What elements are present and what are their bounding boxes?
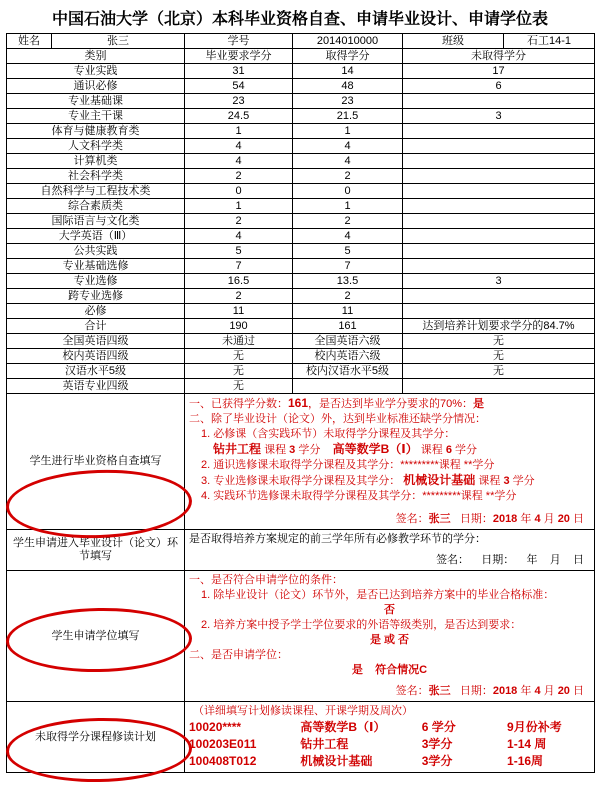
exam-left-label: 校内英语四级 bbox=[7, 349, 185, 364]
req: 2 bbox=[185, 289, 293, 304]
line1-mid: ，是否达到毕业学分要求的70%： bbox=[308, 398, 474, 410]
mis: 3 bbox=[403, 274, 595, 289]
date-d: 日 bbox=[573, 554, 584, 566]
plan-course: 高等数学B（Ⅰ） bbox=[300, 720, 386, 734]
plan-credit: 3学分 bbox=[421, 737, 453, 751]
applydegree-ans3[interactable] bbox=[189, 663, 590, 678]
mis bbox=[403, 289, 595, 304]
course1-unit: 学分 bbox=[298, 444, 321, 456]
exam-right-label: 校内汉语水平5级 bbox=[293, 364, 403, 379]
applydegree-line1-1: 1. 除毕业设计（论文）环节外，是否已达到培养方案中的毕业合格标准： bbox=[201, 589, 555, 601]
req: 7 bbox=[185, 259, 293, 274]
selfcheck-signature-line bbox=[189, 512, 590, 527]
req: 31 bbox=[185, 64, 293, 79]
date-y: 年 bbox=[520, 513, 532, 525]
obt: 0 bbox=[293, 184, 403, 199]
cat: 计算机类 bbox=[7, 154, 185, 169]
req: 5 bbox=[185, 244, 293, 259]
applydesign-signature-line bbox=[189, 553, 590, 568]
sign-label: 签名： bbox=[395, 685, 429, 697]
plan-term: 9月份补考 bbox=[507, 720, 562, 734]
obt: 161 bbox=[293, 319, 403, 334]
mis bbox=[403, 304, 595, 319]
ans3: 是 bbox=[351, 664, 363, 676]
line1-ans: 是 bbox=[473, 398, 485, 410]
mis: 达到培养计划要求学分的84.7% bbox=[403, 319, 595, 334]
mis bbox=[403, 214, 595, 229]
date-y: 年 bbox=[520, 685, 532, 697]
exam-right-value[interactable] bbox=[403, 379, 595, 394]
exam-left-label: 英语专业四级 bbox=[7, 379, 185, 394]
mis bbox=[403, 199, 595, 214]
exam-right-value[interactable]: 无 bbox=[403, 349, 595, 364]
course2-name: 高等数学B（Ⅰ） bbox=[332, 442, 418, 456]
course2-unit: 学分 bbox=[455, 444, 478, 456]
date-day[interactable]: 20 bbox=[557, 685, 570, 697]
req: 16.5 bbox=[185, 274, 293, 289]
exam-row bbox=[7, 364, 595, 379]
cat: 大学英语（Ⅲ） bbox=[7, 229, 185, 244]
date-label: 日期： bbox=[459, 513, 493, 525]
course3-credit: 3 bbox=[503, 475, 510, 487]
exam-left-value[interactable]: 无 bbox=[185, 364, 293, 379]
section-apply-design bbox=[7, 530, 595, 571]
selfcheck-courses-required bbox=[189, 442, 590, 458]
cat: 专业主干课 bbox=[7, 109, 185, 124]
applydesign-row-label: 学生申请进入毕业设计（论文）环节填写 bbox=[7, 530, 185, 571]
cat: 通识必修 bbox=[7, 79, 185, 94]
header-category: 类别 bbox=[7, 49, 185, 64]
cat: 必修 bbox=[7, 304, 185, 319]
date-d: 日 bbox=[573, 685, 584, 697]
exam-left-value[interactable]: 未通过 bbox=[185, 334, 293, 349]
selfcheck-content bbox=[185, 394, 595, 530]
date-day[interactable]: 20 bbox=[557, 513, 570, 525]
table-row bbox=[7, 274, 595, 289]
plan-row bbox=[189, 753, 590, 770]
req: 1 bbox=[185, 124, 293, 139]
date-m: 月 bbox=[543, 513, 555, 525]
line2-3-text: 3. 专业选修课未取得学分课程及其学分： bbox=[201, 475, 401, 487]
cat: 跨专业选修 bbox=[7, 289, 185, 304]
exam-left-value[interactable]: 无 bbox=[185, 349, 293, 364]
req: 24.5 bbox=[185, 109, 293, 124]
plan-credit: 6 学分 bbox=[421, 720, 456, 734]
sign-value[interactable]: 张三 bbox=[428, 685, 451, 697]
applydegree-ans2[interactable]: 是 或 否 bbox=[369, 634, 410, 646]
section-plan bbox=[7, 702, 595, 773]
exam-row bbox=[7, 379, 595, 394]
selfcheck-line2-2: 2. 通识选修课未取得学分课程及其学分：*********课程 **学分 bbox=[201, 459, 495, 471]
obt: 4 bbox=[293, 139, 403, 154]
page-title: 中国石油大学（北京）本科毕业资格自查、申请毕业设计、申请学位表 bbox=[51, 9, 548, 28]
plan-term: 1-16周 bbox=[507, 754, 544, 768]
plan-code: 10020**** bbox=[189, 720, 242, 734]
course1-credit: 3 bbox=[289, 444, 296, 456]
obt: 4 bbox=[293, 154, 403, 169]
exam-row bbox=[7, 349, 595, 364]
cat: 人文科学类 bbox=[7, 139, 185, 154]
exam-row bbox=[7, 334, 595, 349]
table-row bbox=[7, 109, 595, 124]
req: 4 bbox=[185, 154, 293, 169]
mis bbox=[403, 139, 595, 154]
course2-mid: 课程 bbox=[420, 444, 443, 456]
header-missing: 未取得学分 bbox=[403, 49, 595, 64]
obt: 23 bbox=[293, 94, 403, 109]
table-row bbox=[7, 94, 595, 109]
line1-pre: 一、已获得学分数： bbox=[189, 398, 288, 410]
applydegree-ans1[interactable]: 否 bbox=[384, 604, 395, 616]
table-row bbox=[7, 169, 595, 184]
obt: 5 bbox=[293, 244, 403, 259]
obt: 1 bbox=[293, 124, 403, 139]
exam-left-label: 汉语水平5级 bbox=[7, 364, 185, 379]
date-y: 年 bbox=[526, 554, 538, 566]
table-row bbox=[7, 139, 595, 154]
date-m: 月 bbox=[549, 554, 561, 566]
applydegree-content bbox=[185, 571, 595, 702]
plan-course: 钻井工程 bbox=[300, 737, 349, 751]
exam-right-value[interactable]: 无 bbox=[403, 364, 595, 379]
applydegree-signature-line bbox=[189, 684, 590, 699]
cat: 合计 bbox=[7, 319, 185, 334]
req: 54 bbox=[185, 79, 293, 94]
obt: 13.5 bbox=[293, 274, 403, 289]
table-row bbox=[7, 199, 595, 214]
course3-mid: 课程 bbox=[478, 475, 501, 487]
plan-course: 机械设计基础 bbox=[300, 754, 373, 768]
ans3-extra: 符合情况C bbox=[375, 664, 428, 676]
obt: 2 bbox=[293, 169, 403, 184]
table-row bbox=[7, 244, 595, 259]
mis bbox=[403, 124, 595, 139]
date-year[interactable]: 2018 bbox=[492, 685, 518, 697]
cat: 公共实践 bbox=[7, 244, 185, 259]
header-required: 毕业要求学分 bbox=[185, 49, 293, 64]
selfcheck-row-label: 学生进行毕业资格自查填写 bbox=[7, 394, 185, 530]
table-row-total bbox=[7, 319, 595, 334]
date-month[interactable]: 4 bbox=[534, 513, 541, 525]
req: 23 bbox=[185, 94, 293, 109]
req: 0 bbox=[185, 184, 293, 199]
info-row bbox=[7, 34, 595, 49]
class-cell bbox=[403, 34, 595, 49]
mis bbox=[403, 169, 595, 184]
course3-unit: 学分 bbox=[512, 475, 535, 487]
mis: 17 bbox=[403, 64, 595, 79]
obt: 4 bbox=[293, 229, 403, 244]
mis bbox=[403, 154, 595, 169]
obt: 7 bbox=[293, 259, 403, 274]
header-obtained: 取得学分 bbox=[293, 49, 403, 64]
section-apply-degree bbox=[7, 571, 595, 702]
plan-term: 1-14 周 bbox=[507, 737, 547, 751]
table-row bbox=[7, 304, 595, 319]
date-year[interactable]: 2018 bbox=[492, 513, 518, 525]
cat: 专业基础课 bbox=[7, 94, 185, 109]
cat: 国际语言与文化类 bbox=[7, 214, 185, 229]
sid-label: 学号 bbox=[185, 34, 293, 49]
class-value[interactable]: 石工14-1 bbox=[526, 34, 572, 47]
table-row bbox=[7, 124, 595, 139]
plan-content bbox=[185, 702, 595, 773]
table-row bbox=[7, 154, 595, 169]
applydesign-line1: 是否取得培养方案规定的前三学年所有必修教学环节的学分： bbox=[189, 533, 486, 545]
obt: 11 bbox=[293, 304, 403, 319]
req: 1 bbox=[185, 199, 293, 214]
cat: 专业选修 bbox=[7, 274, 185, 289]
req: 2 bbox=[185, 169, 293, 184]
plan-row bbox=[189, 736, 590, 753]
obt: 21.5 bbox=[293, 109, 403, 124]
table-row bbox=[7, 214, 595, 229]
selfcheck-line2-3 bbox=[189, 473, 590, 489]
selfcheck-line1 bbox=[189, 396, 590, 412]
exam-right-value[interactable]: 无 bbox=[403, 334, 595, 349]
exam-left-value[interactable]: 无 bbox=[185, 379, 293, 394]
obt: 14 bbox=[293, 64, 403, 79]
mis bbox=[403, 184, 595, 199]
table-row bbox=[7, 184, 595, 199]
sign-label: 签名： bbox=[436, 554, 470, 566]
req: 4 bbox=[185, 139, 293, 154]
credit-header-row bbox=[7, 49, 595, 64]
obt: 1 bbox=[293, 199, 403, 214]
cat: 社会科学类 bbox=[7, 169, 185, 184]
sid-value[interactable]: 2014010000 bbox=[293, 34, 403, 49]
name-value[interactable]: 张三 bbox=[107, 34, 129, 47]
table-row bbox=[7, 259, 595, 274]
exam-right-label: 校内英语六级 bbox=[293, 349, 403, 364]
cat: 专业基础选修 bbox=[7, 259, 185, 274]
plan-code: 100203E011 bbox=[189, 737, 257, 751]
table-row bbox=[7, 289, 595, 304]
table-row bbox=[7, 229, 595, 244]
date-m: 月 bbox=[543, 685, 555, 697]
line1-num: 161 bbox=[288, 396, 309, 410]
mis: 6 bbox=[403, 79, 595, 94]
selfcheck-line2: 二、除了毕业设计（论文）外，达到毕业标准还缺学分情况： bbox=[189, 413, 486, 425]
mis bbox=[403, 229, 595, 244]
table-row bbox=[7, 64, 595, 79]
mis bbox=[403, 259, 595, 274]
cat: 综合素质类 bbox=[7, 199, 185, 214]
exam-right-label: 全国英语六级 bbox=[293, 334, 403, 349]
course3-name: 机械设计基础 bbox=[403, 473, 476, 487]
course2-credit: 6 bbox=[445, 444, 452, 456]
applydegree-line1: 一、是否符合申请学位的条件： bbox=[189, 574, 343, 586]
obt: 48 bbox=[293, 79, 403, 94]
course1-name: 钻井工程 bbox=[213, 442, 262, 456]
applydegree-row-label: 学生申请学位填写 bbox=[7, 571, 185, 702]
plan-row-label: 未取得学分课程修读计划 bbox=[7, 702, 185, 773]
table-row bbox=[7, 79, 595, 94]
mis: 3 bbox=[403, 109, 595, 124]
main-table bbox=[6, 33, 595, 773]
sign-label: 签名： bbox=[395, 513, 429, 525]
obt: 2 bbox=[293, 289, 403, 304]
mis bbox=[403, 244, 595, 259]
sign-value[interactable]: 张三 bbox=[428, 513, 451, 525]
cat: 体育与健康教育类 bbox=[7, 124, 185, 139]
date-d: 日 bbox=[573, 513, 584, 525]
req: 190 bbox=[185, 319, 293, 334]
selfcheck-line2-4: 4. 实践环节选修课未取得学分课程及其学分：*********课程 **学分 bbox=[201, 490, 517, 502]
plan-row bbox=[189, 719, 590, 736]
date-label: 日期： bbox=[481, 554, 515, 566]
obt: 2 bbox=[293, 214, 403, 229]
applydesign-content bbox=[185, 530, 595, 571]
applydegree-line2: 二、是否申请学位： bbox=[189, 649, 288, 661]
class-label: 班级 bbox=[403, 34, 504, 48]
applydegree-line1-2: 2. 培养方案中授予学士学位要求的外语等级类别，是否达到要求： bbox=[201, 619, 522, 631]
plan-credit: 3学分 bbox=[421, 754, 453, 768]
date-label: 日期： bbox=[459, 685, 493, 697]
req: 11 bbox=[185, 304, 293, 319]
section-selfcheck bbox=[7, 394, 595, 530]
exam-left-label: 全国英语四级 bbox=[7, 334, 185, 349]
cat: 专业实践 bbox=[7, 64, 185, 79]
name-label: 姓名 bbox=[7, 34, 52, 48]
mis bbox=[403, 94, 595, 109]
cat: 自然科学与工程技术类 bbox=[7, 184, 185, 199]
name-cell bbox=[7, 34, 185, 49]
exam-right-label bbox=[293, 379, 403, 394]
selfcheck-line2-1: 1. 必修课（含实践环节）未取得学分课程及其学分： bbox=[201, 428, 456, 440]
req: 4 bbox=[185, 229, 293, 244]
plan-code: 100408T012 bbox=[189, 754, 257, 768]
plan-header: （详细填写计划修读课程、开课学期及周次） bbox=[193, 705, 413, 717]
date-month[interactable]: 4 bbox=[534, 685, 541, 697]
course1-mid: 课程 bbox=[264, 444, 287, 456]
req: 2 bbox=[185, 214, 293, 229]
